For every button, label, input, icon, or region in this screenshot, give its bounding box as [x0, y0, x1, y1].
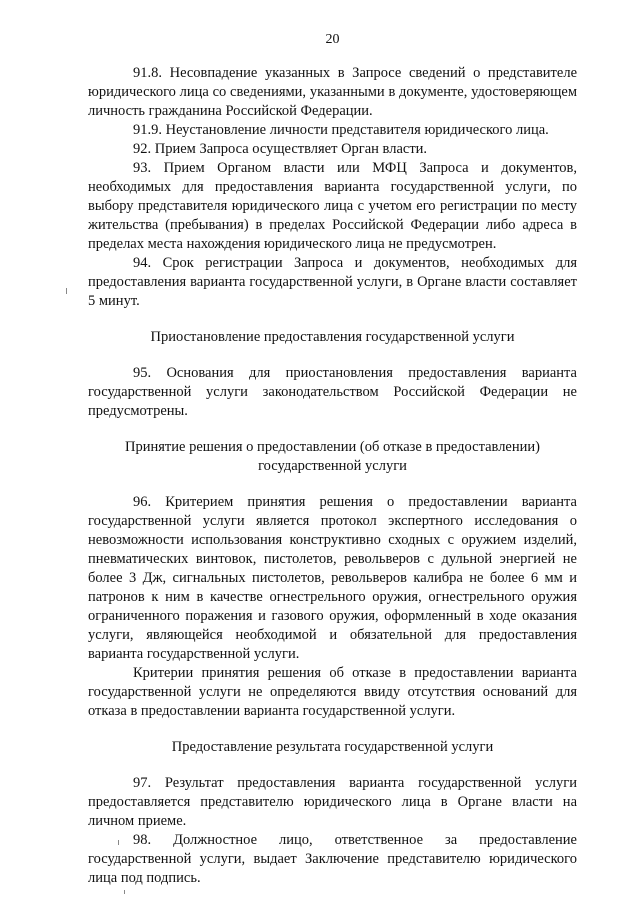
section-heading-suspension: Приостановление предоставления государственной услуги [150, 329, 515, 345]
scan-mark [118, 840, 119, 845]
paragraph-refusal-criteria: Критерии принятия решения об отказе в предоставлении варианта государственной услуги не определяются ввиду отсутствия оснований для отказа в предоставлении варианта государственной услуги. [88, 665, 577, 719]
paragraph-92: 92. Прием Запроса осуществляет Орган власти. [133, 141, 428, 157]
section-heading-result: Предоставление результата государственной услуги [171, 739, 494, 755]
page-number: 20 [325, 32, 340, 47]
paragraph-98: 98. Должностное лицо, ответственное за предоставление государственной услуги, выдает Заключение представителю юридического лица под подпись. [88, 832, 577, 886]
paragraph-95: 95. Основания для приостановления предоставления варианта государственной услуги законодательством Российской Федерации не предусмотрены. [88, 365, 577, 419]
section-heading-decision-line2: государственной услуги [258, 458, 407, 474]
section-heading-decision [88, 438, 577, 476]
scan-mark [66, 288, 67, 294]
paragraph-97: 97. Результат предоставления варианта государственной услуги предоставляется представителю юридического лица в Органе власти на личном приеме. [88, 775, 577, 829]
paragraph-91-8: 91.8. Несовпадение указанных в Запросе сведений о представителе юридического лица со сведениями, указанными в документе, удостоверяющем личность гражданина Российской Федерации. [88, 65, 577, 119]
paragraph-93: 93. Прием Органом власти или МФЦ Запроса и документов, необходимых для предоставления варианта государственной услуги, по выбору представителя юридического лица с учетом его регистрации по месту жительства (пребывания) в пределах Российской Федерации либо адреса в пределах места нахождения юридического лица не предусмотрен. [88, 160, 577, 252]
scan-mark [124, 890, 125, 894]
document-page [88, 30, 577, 888]
paragraph-96: 96. Критерием принятия решения о предоставлении варианта государственной услуги является протокол экспертного исследования о невозможности использования конструктивно сходных с оружием изделий, пневматических винтовок, пистолетов, револьверов с дульной энергией не более 3 Дж, сигнальных пистолетов, револьверов калибра не более 6 мм и патронов к ним в качестве огнестрельного оружия, огнестрельного оружия ограниченного поражения и газового оружия, оформленный в ходе оказания услуги, являющейся необходимой и обязательной для предоставления варианта государственной услуги. [88, 494, 577, 662]
section-heading-decision-line1: Принятие решения о предоставлении (об отказе в предоставлении) [125, 439, 540, 455]
paragraph-94: 94. Срок регистрации Запроса и документов, необходимых для предоставления варианта государственной услуги, в Органе власти составляет 5 минут. [88, 255, 577, 309]
paragraph-91-9: 91.9. Неустановление личности представителя юридического лица. [133, 122, 549, 138]
